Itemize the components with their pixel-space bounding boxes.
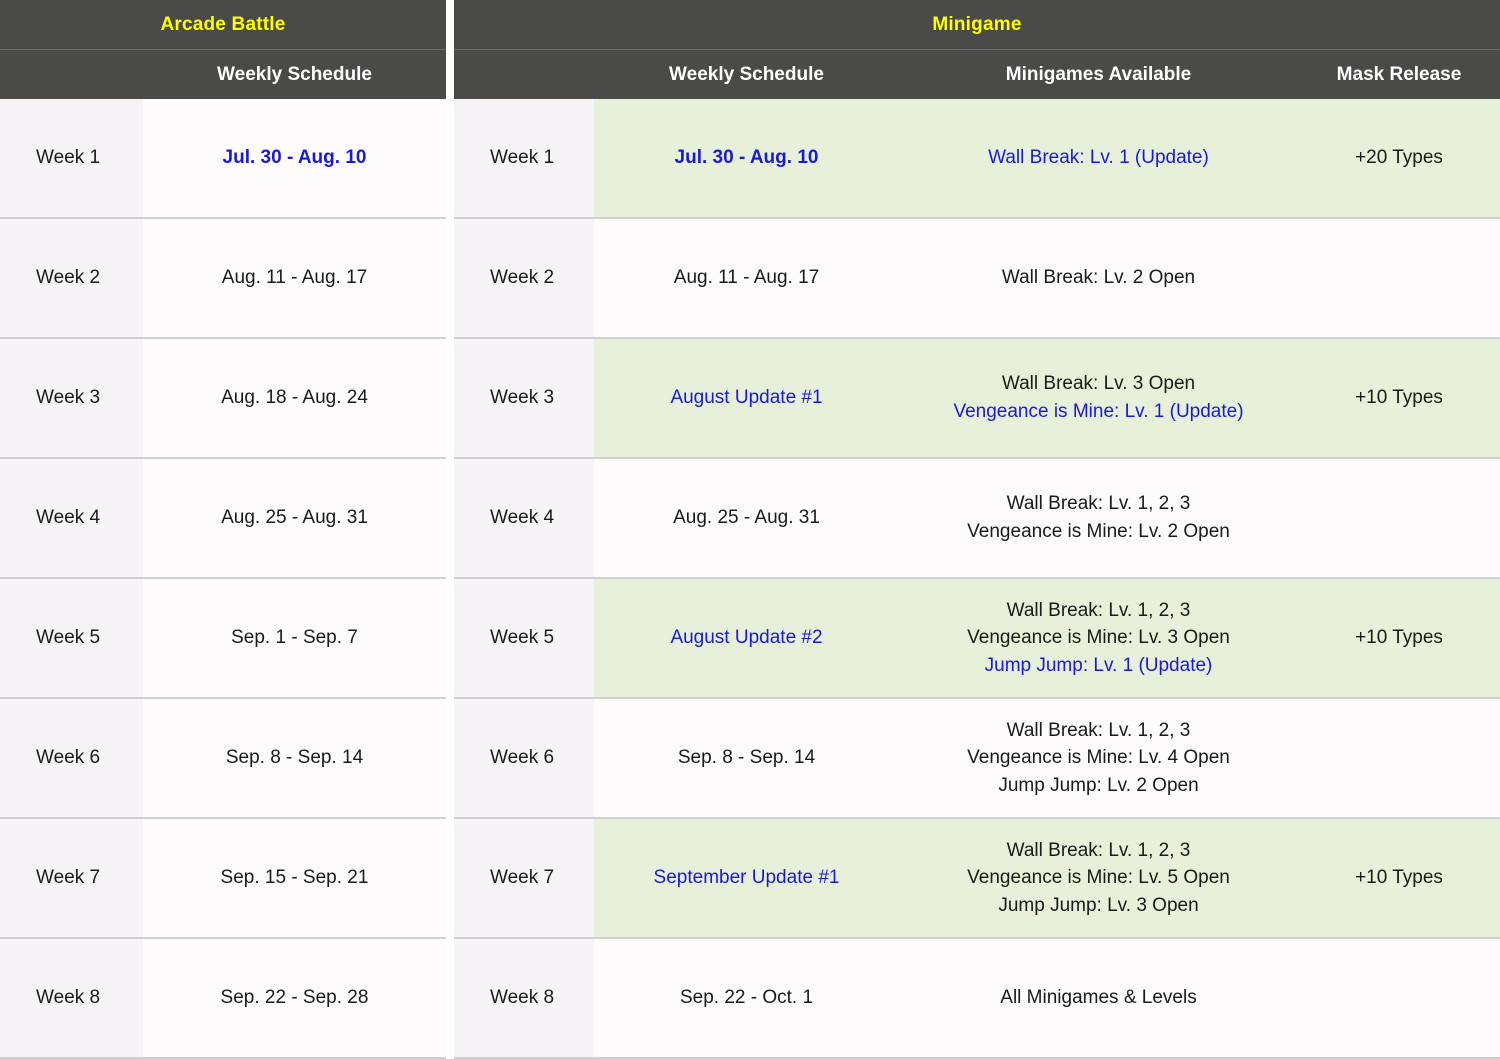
- arcade-week-label: Week 7: [0, 819, 143, 937]
- table-row: [454, 219, 1500, 339]
- table-row: [454, 819, 1500, 939]
- minigame-header-minigames-available: Minigames Available: [1005, 63, 1192, 85]
- minigames-available-cell: [899, 939, 1298, 1057]
- mask-release-cell: +10 Types: [1298, 819, 1500, 937]
- minigame-week-schedule: Sep. 8 - Sep. 14: [594, 699, 899, 817]
- minigame-week-label: Week 6: [454, 699, 594, 817]
- minigame-entry: Wall Break: Lv. 3 Open: [1001, 373, 1196, 395]
- minigame-entry: Wall Break: Lv. 1, 2, 3: [1006, 493, 1191, 515]
- minigame-week-schedule: Aug. 11 - Aug. 17: [594, 219, 899, 337]
- minigames-available-cell: [899, 579, 1298, 697]
- arcade-week-schedule: Aug. 11 - Aug. 17: [143, 219, 446, 337]
- arcade-battle-header-weekly-schedule: Weekly Schedule: [217, 63, 372, 85]
- table-row: [454, 459, 1500, 579]
- minigames-available-cell: [899, 99, 1298, 217]
- table-row: [454, 579, 1500, 699]
- arcade-week-schedule: Aug. 25 - Aug. 31: [143, 459, 446, 577]
- minigame-week-schedule: August Update #1: [594, 339, 899, 457]
- table-row: [454, 699, 1500, 819]
- table-row: [0, 699, 446, 819]
- arcade-week-schedule: Sep. 22 - Sep. 28: [143, 939, 446, 1057]
- table-row: [0, 939, 446, 1059]
- arcade-week-label: Week 3: [0, 339, 143, 457]
- minigame-entry: Vengeance is Mine: Lv. 2 Open: [967, 521, 1230, 542]
- minigames-available-cell: [899, 459, 1298, 577]
- minigame-header-weekly-schedule: Weekly Schedule: [669, 63, 824, 85]
- arcade-battle-table: [0, 0, 446, 1059]
- table-row: [0, 99, 446, 219]
- mask-release-cell: [1298, 459, 1500, 577]
- table-row: [0, 819, 446, 939]
- minigame-week-label: Week 8: [454, 939, 594, 1057]
- table-row: [0, 459, 446, 579]
- arcade-battle-header-blank: [0, 50, 143, 99]
- arcade-battle-body: [0, 99, 446, 1059]
- minigame-week-label: Week 3: [454, 339, 594, 457]
- arcade-week-schedule: Sep. 8 - Sep. 14: [143, 699, 446, 817]
- mask-release-cell: +10 Types: [1298, 579, 1500, 697]
- minigame-entry: Wall Break: Lv. 1, 2, 3: [1006, 599, 1191, 621]
- minigame-week-label: Week 4: [454, 459, 594, 577]
- minigames-available-cell: [899, 219, 1298, 337]
- minigame-entry: Wall Break: Lv. 1, 2, 3: [1006, 719, 1191, 741]
- mask-release-cell: +10 Types: [1298, 339, 1500, 457]
- minigame-week-schedule: September Update #1: [594, 819, 899, 937]
- arcade-week-label: Week 1: [0, 99, 143, 217]
- minigames-available-cell: [899, 339, 1298, 457]
- minigame-title: Minigame: [454, 0, 1500, 49]
- minigame-entry: Vengeance is Mine: Lv. 3 Open: [967, 627, 1230, 649]
- table-row: [454, 339, 1500, 459]
- minigame-header-blank: [454, 50, 594, 99]
- arcade-week-schedule: Aug. 18 - Aug. 24: [143, 339, 446, 457]
- minigame-entry: Vengeance is Mine: Lv. 1 (Update): [953, 401, 1244, 422]
- minigame-entry: Wall Break: Lv. 1 (Update): [988, 147, 1209, 169]
- minigame-entry: Jump Jump: Lv. 2 Open: [998, 774, 1199, 796]
- table-row: [454, 939, 1500, 1059]
- minigame-entry: Vengeance is Mine: Lv. 4 Open: [967, 747, 1230, 769]
- minigame-week-schedule: Aug. 25 - Aug. 31: [594, 459, 899, 577]
- minigame-week-label: Week 5: [454, 579, 594, 697]
- arcade-week-schedule: Sep. 1 - Sep. 7: [143, 579, 446, 697]
- arcade-week-schedule: Sep. 15 - Sep. 21: [143, 819, 446, 937]
- table-row: [0, 579, 446, 699]
- minigames-available-cell: [899, 699, 1298, 817]
- minigame-week-label: Week 2: [454, 219, 594, 337]
- minigame-week-schedule: Sep. 22 - Oct. 1: [594, 939, 899, 1057]
- arcade-week-label: Week 8: [0, 939, 143, 1057]
- table-row: [454, 99, 1500, 219]
- mask-release-cell: [1298, 219, 1500, 337]
- arcade-week-label: Week 5: [0, 579, 143, 697]
- minigame-header-row: [454, 49, 1500, 99]
- minigame-entry: Wall Break: Lv. 2 Open: [1001, 267, 1196, 289]
- mask-release-cell: [1298, 939, 1500, 1057]
- minigame-week-label: Week 1: [454, 99, 594, 217]
- minigames-available-cell: [899, 819, 1298, 937]
- arcade-battle-header-row: [0, 49, 446, 99]
- minigame-week-label: Week 7: [454, 819, 594, 937]
- minigame-week-schedule: Jul. 30 - Aug. 10: [594, 99, 899, 217]
- minigame-entry: Vengeance is Mine: Lv. 5 Open: [967, 867, 1230, 889]
- table-row: [0, 219, 446, 339]
- minigame-entry: Wall Break: Lv. 1, 2, 3: [1006, 839, 1191, 861]
- table-row: [0, 339, 446, 459]
- arcade-battle-title: Arcade Battle: [0, 0, 446, 49]
- arcade-week-label: Week 4: [0, 459, 143, 577]
- arcade-week-schedule: Jul. 30 - Aug. 10: [143, 99, 446, 217]
- arcade-week-label: Week 2: [0, 219, 143, 337]
- minigame-entry: All Minigames & Levels: [1000, 987, 1197, 1009]
- minigame-table: [454, 0, 1500, 1059]
- minigame-header-mask-release: Mask Release: [1336, 63, 1462, 85]
- minigame-entry: Jump Jump: Lv. 3 Open: [998, 894, 1199, 916]
- minigame-body: [454, 99, 1500, 1059]
- minigame-entry: Jump Jump: Lv. 1 (Update): [984, 654, 1213, 676]
- arcade-week-label: Week 6: [0, 699, 143, 817]
- mask-release-cell: [1298, 699, 1500, 817]
- minigame-week-schedule: August Update #2: [594, 579, 899, 697]
- mask-release-cell: +20 Types: [1298, 99, 1500, 217]
